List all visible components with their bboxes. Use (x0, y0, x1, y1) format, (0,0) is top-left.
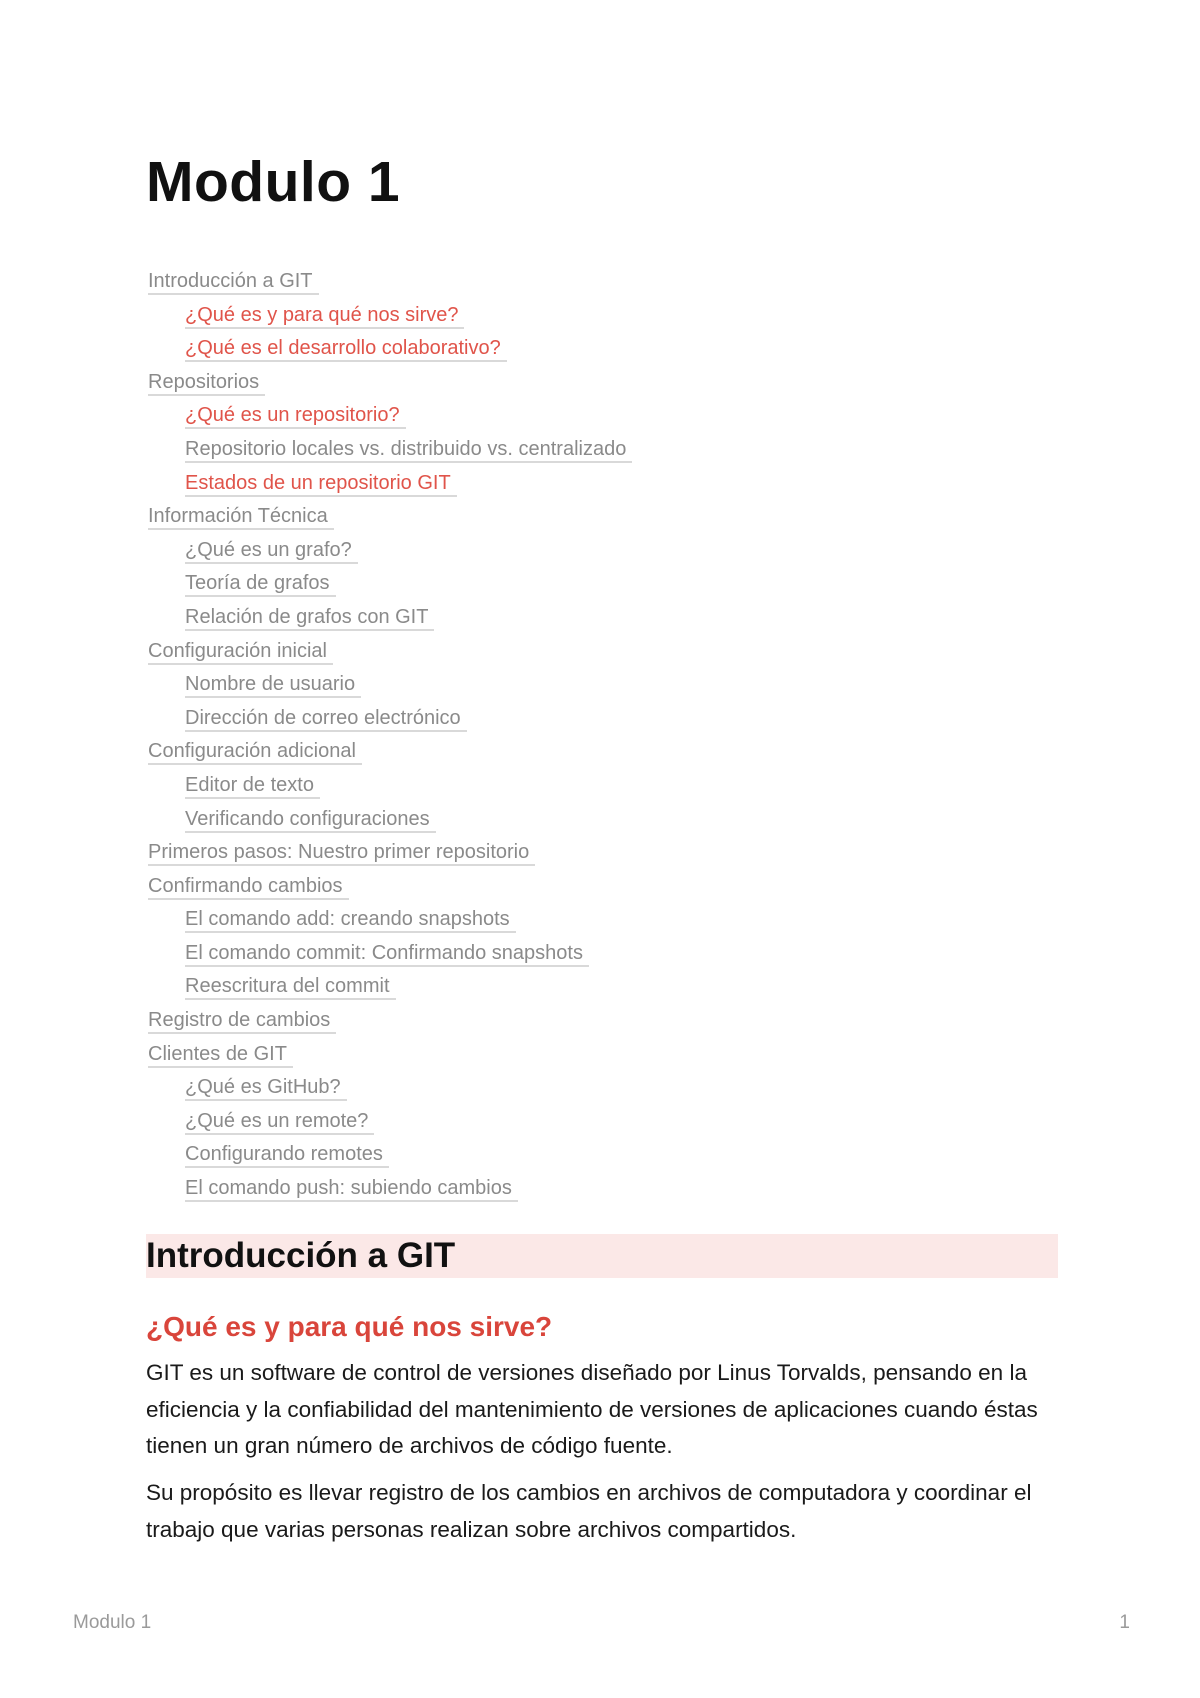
toc-item (148, 366, 968, 400)
document-title: Modulo 1 (146, 150, 401, 214)
toc-item (148, 1105, 968, 1139)
paragraph: GIT es un software de control de versiones diseñado por Linus Torvalds, pensando en la eficiencia y la confiabilidad del mantenimiento de versiones de aplicaciones cuando éstas tienen un gran número de archivos de código fuente. (146, 1360, 1038, 1458)
toc-link[interactable]: Reescritura del commit (185, 974, 396, 1000)
toc-link[interactable]: Clientes de GIT (148, 1042, 293, 1068)
toc-item (148, 601, 968, 635)
toc-link[interactable]: Configuración adicional (148, 739, 362, 765)
toc-link[interactable]: ¿Qué es un remote? (185, 1109, 374, 1135)
toc-item (148, 668, 968, 702)
footer-title: Modulo 1 (73, 1612, 152, 1633)
toc-item (148, 635, 968, 669)
toc-item (148, 769, 968, 803)
toc-item (148, 870, 968, 904)
toc-item (148, 500, 968, 534)
toc-item (148, 467, 968, 501)
subsection-heading: ¿Qué es y para qué nos sirve? (146, 1311, 553, 1342)
page-number: 1 (1119, 1612, 1130, 1633)
toc-item (148, 702, 968, 736)
toc-item (148, 1138, 968, 1172)
toc-item (148, 735, 968, 769)
toc-link[interactable]: Confirmando cambios (148, 874, 349, 900)
toc-item (148, 836, 968, 870)
toc-link[interactable]: Editor de texto (185, 773, 320, 799)
toc-link[interactable]: Teoría de grafos (185, 571, 336, 597)
toc-item (148, 937, 968, 971)
toc-link[interactable]: Configurando remotes (185, 1142, 389, 1168)
toc-item (148, 1071, 968, 1105)
toc-item (148, 265, 968, 299)
toc-link[interactable]: ¿Qué es el desarrollo colaborativo? (185, 336, 507, 362)
toc-link[interactable]: Repositorio locales vs. distribuido vs. centralizado (185, 437, 632, 463)
toc-item (148, 534, 968, 568)
toc-link[interactable]: Relación de grafos con GIT (185, 605, 434, 631)
toc-link[interactable]: Introducción a GIT (148, 269, 319, 295)
toc-item (148, 903, 968, 937)
toc-item (148, 399, 968, 433)
toc-item (148, 1038, 968, 1072)
section-heading: Introducción a GIT (146, 1236, 456, 1275)
toc-item (148, 433, 968, 467)
toc-link[interactable]: ¿Qué es un grafo? (185, 538, 358, 564)
toc-link[interactable]: Dirección de correo electrónico (185, 706, 467, 732)
toc-link[interactable]: ¿Qué es GitHub? (185, 1075, 347, 1101)
toc-link[interactable]: ¿Qué es y para qué nos sirve? (185, 303, 464, 329)
toc-item (148, 299, 968, 333)
toc-link[interactable]: Registro de cambios (148, 1008, 336, 1034)
toc-item (148, 803, 968, 837)
toc-link[interactable]: Verificando configuraciones (185, 807, 436, 833)
table-of-contents (148, 265, 968, 1206)
toc-link[interactable]: El comando push: subiendo cambios (185, 1176, 518, 1202)
toc-item (148, 332, 968, 366)
paragraph: Su propósito es llevar registro de los cambios en archivos de computadora y coordinar el trabajo que varias personas realizan sobre archivos compartidos. (146, 1480, 1032, 1542)
toc-link[interactable]: Nombre de usuario (185, 672, 361, 698)
toc-link[interactable]: ¿Qué es un repositorio? (185, 403, 406, 429)
toc-link[interactable]: Configuración inicial (148, 639, 333, 665)
toc-item (148, 1004, 968, 1038)
toc-link[interactable]: El comando add: creando snapshots (185, 907, 516, 933)
toc-link[interactable]: El comando commit: Confirmando snapshots (185, 941, 589, 967)
toc-item (148, 1172, 968, 1206)
toc-link[interactable]: Primeros pasos: Nuestro primer repositorio (148, 840, 535, 866)
toc-link[interactable]: Estados de un repositorio GIT (185, 471, 457, 497)
toc-link[interactable]: Repositorios (148, 370, 265, 396)
toc-item (148, 567, 968, 601)
toc-link[interactable]: Información Técnica (148, 504, 334, 530)
toc-item (148, 970, 968, 1004)
